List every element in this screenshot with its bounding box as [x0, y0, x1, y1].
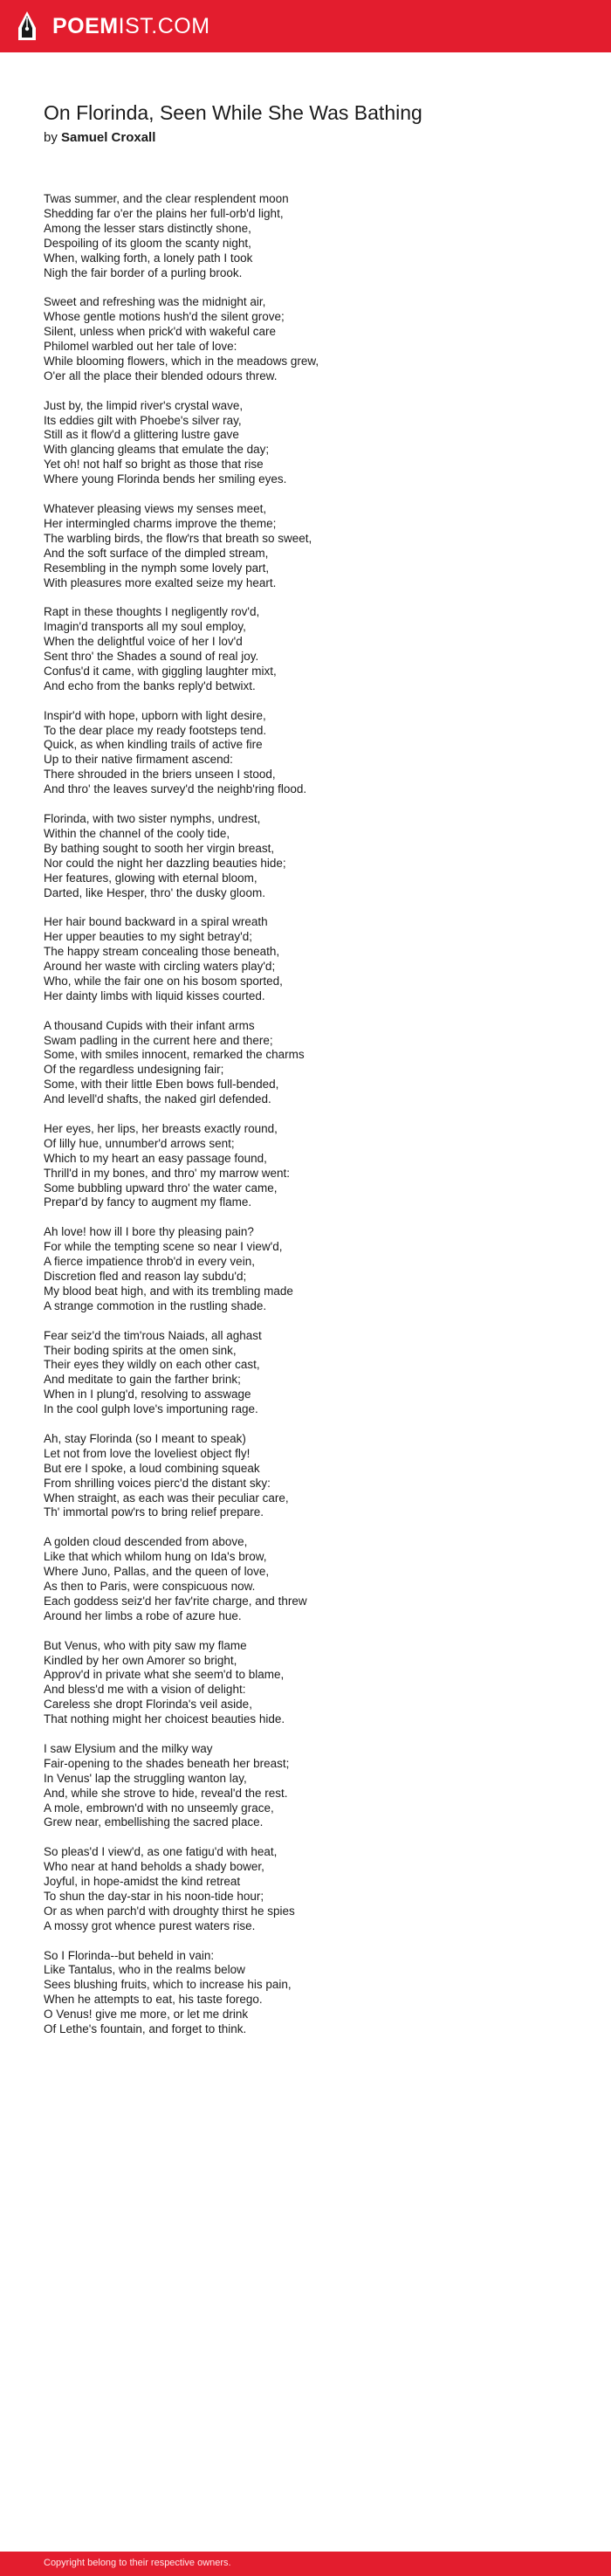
poem-line: A mole, embrown'd with no unseemly grace,	[44, 1801, 274, 1815]
poem-line: Who, while the fair one on his bosom sported,	[44, 974, 283, 988]
poem-line: Fear seiz'd the tim'rous Naiads, all aghast	[44, 1328, 262, 1342]
poem-line: Whose gentle motions hush'd the silent grove;	[44, 310, 285, 324]
poem-line: Just by, the limpid river's crystal wave,	[44, 398, 244, 412]
poem-line: To the dear place my ready footsteps tend.	[44, 723, 267, 737]
poem-line: Her dainty limbs with liquid kisses courted.	[44, 988, 265, 1002]
poem-line: Quick, as when kindling trails of active fire	[44, 738, 263, 752]
poem-line: For while the tempting scene so near I view'd,	[44, 1240, 283, 1254]
poem-line: While blooming flowers, which in the meadows grew,	[44, 354, 319, 368]
poem-line: Some, with smiles innocent, remarked the charms	[44, 1048, 305, 1062]
poem-line: Each goddess seiz'd her fav'rite charge, and threw	[44, 1594, 307, 1608]
poem-line: In Venus' lap the struggling wanton lay,	[44, 1771, 247, 1785]
poem-line: My blood beat high, and with its trembling made	[44, 1284, 293, 1298]
site-footer	[0, 2552, 611, 2576]
logo-text-bold: POEM	[52, 14, 119, 38]
poem-line: To shun the day-star in his noon-tide hour;	[44, 1889, 264, 1903]
poem-line: A golden cloud descended from above,	[44, 1535, 248, 1549]
poem-line: Approv'd in private what she seem'd to blame,	[44, 1668, 285, 1682]
poem-line: Silent, unless when prick'd with wakeful care	[44, 325, 276, 339]
poem-line: Where young Florinda bends her smiling eyes.	[44, 472, 287, 486]
poem-line: Inspir'd with hope, upborn with light desire,	[44, 708, 266, 722]
poem-line: Resembling in the nymph some lovely part,	[44, 561, 270, 575]
stanza	[44, 502, 576, 590]
poem-line: Her hair bound backward in a spiral wreath	[44, 915, 268, 929]
poem-line: And, while she strove to hide, reveal'd the rest.	[44, 1786, 288, 1800]
poem-line: The happy stream concealing those beneath,	[44, 945, 280, 959]
byline-prefix: by	[44, 130, 58, 145]
poem-line: Darted, like Hesper, thro' the dusky gloom.	[44, 885, 265, 899]
poem-line: Philomel warbled out her tale of love:	[44, 340, 237, 354]
poem-line: Of Lethe's fountain, and forget to think.	[44, 2022, 247, 2036]
poem-line: Ah, stay Florinda (so I meant to speak)	[44, 1431, 246, 1445]
poem-line: A thousand Cupids with their infant arms	[44, 1018, 255, 1032]
stanza	[44, 295, 576, 383]
stanza	[44, 812, 576, 900]
poem-line: Thrill'd in my bones, and thro' my marrow went:	[44, 1166, 291, 1180]
poem-line: Fair-opening to the shades beneath her breast;	[44, 1756, 290, 1770]
poem-line: Nigh the fair border of a purling brook.	[44, 265, 243, 279]
poem-line: By bathing sought to sooth her virgin breast,	[44, 841, 275, 855]
stanza	[44, 1535, 576, 1623]
poem-line: With glancing gleams that emulate the day;	[44, 443, 270, 457]
stanza	[44, 1949, 576, 2037]
poem-line: So I Florinda--but beheld in vain:	[44, 1948, 215, 1962]
poem-line: Which to my heart an easy passage found,	[44, 1151, 267, 1165]
poem-line: But ere I spoke, a loud combining squeak	[44, 1461, 260, 1475]
poem-line: Sent thro' the Shades a sound of real joy.	[44, 650, 259, 664]
poem-line: And bless'd me with a vision of delight:	[44, 1683, 246, 1697]
poem-line: In the cool gulph love's importuning rage.	[44, 1402, 258, 1416]
site-logo[interactable]	[52, 13, 210, 39]
poem-line: Discretion fled and reason lay subdu'd;	[44, 1270, 247, 1283]
poem-line: That nothing might her choicest beauties hide.	[44, 1712, 285, 1726]
stanza	[44, 1432, 576, 1520]
poem-line: Some, with their little Eben bows full-bended,	[44, 1078, 279, 1092]
poem-line: Like Tantalus, who in the realms below	[44, 1963, 245, 1977]
poem-line: When he attempts to eat, his taste forego.	[44, 1993, 263, 2007]
poem-line: Whatever pleasing views my senses meet,	[44, 501, 267, 515]
poem-line: Her upper beauties to my sight betray'd;	[44, 930, 252, 944]
poem-line: Th' immortal pow'rs to bring relief prepare.	[44, 1505, 264, 1519]
poem-line: Grew near, embellishing the sacred place.	[44, 1815, 264, 1829]
poem-line: Its eddies gilt with Phoebe's silver ray,	[44, 413, 242, 427]
poem-line: Her eyes, her lips, her breasts exactly round,	[44, 1121, 278, 1135]
poem-line: I saw Elysium and the milky way	[44, 1741, 213, 1755]
stanza	[44, 709, 576, 797]
stanza	[44, 1639, 576, 1727]
pen-nib-icon[interactable]	[16, 10, 38, 42]
stanza	[44, 1329, 576, 1417]
poem-line: Her intermingled charms improve the theme;	[44, 516, 277, 530]
poem-line: When, walking forth, a lonely path I took	[44, 251, 253, 265]
stanza	[44, 605, 576, 693]
poem-line: Imagin'd transports all my soul employ,	[44, 620, 246, 634]
poem-line: There shrouded in the briers unseen I stood,	[44, 768, 276, 782]
poem-line: Within the channel of the cooly tide,	[44, 826, 230, 840]
poem-line: O'er all the place their blended odours threw.	[44, 368, 278, 382]
poem-title: On Florinda, Seen While She Was Bathing	[44, 101, 422, 124]
poem-line: When the delightful voice of her I lov'd	[44, 635, 243, 649]
poem-line: Twas summer, and the clear resplendent moon	[44, 192, 289, 205]
poem-line: So pleas'd I view'd, as one fatigu'd with heat,	[44, 1845, 278, 1859]
poem-line: Or as when parch'd with droughty thirst he spies	[44, 1904, 295, 1918]
poem-line: And levell'd shafts, the naked girl defended.	[44, 1092, 271, 1106]
poem-line: Of lilly hue, unnumber'd arrows sent;	[44, 1136, 235, 1150]
poem-line: With pleasures more exalted seize my heart.	[44, 575, 277, 589]
poem-line: Joyful, in hope-amidst the kind retreat	[44, 1875, 241, 1889]
poem-line: Careless she dropt Florinda's veil aside,	[44, 1698, 252, 1712]
stanza	[44, 1122, 576, 1210]
poem-line: Still as it flow'd a glittering lustre gave	[44, 428, 239, 442]
poem-line: Among the lesser stars distinctly shone,	[44, 221, 251, 235]
poem-line: Of the regardless undesigning fair;	[44, 1063, 224, 1077]
stanza	[44, 1742, 576, 1830]
stanza	[44, 1845, 576, 1933]
poem-line: When in I plung'd, resolving to asswage	[44, 1388, 251, 1402]
poem-line: Some bubbling upward thro' the water came,	[44, 1181, 278, 1195]
poem-line: Confus'd it came, with giggling laughter mixt,	[44, 664, 277, 678]
poem-line: Swam padling in the current here and there;	[44, 1033, 273, 1047]
poem-line: Yet oh! not half so bright as those that rise	[44, 458, 264, 472]
poem-line: Around her limbs a robe of azure hue.	[44, 1608, 242, 1622]
poem-line: And echo from the banks reply'd betwixt.	[44, 678, 256, 692]
poem-line: Florinda, with two sister nymphs, undrest,	[44, 811, 261, 825]
byline	[44, 130, 155, 145]
poem-line: Where Juno, Pallas, and the queen of love,	[44, 1565, 270, 1579]
poem-line: Their boding spirits at the omen sink,	[44, 1343, 237, 1357]
poem-line: And the soft surface of the dimpled stream,	[44, 546, 269, 560]
poem-line: When straight, as each was their peculiar care,	[44, 1491, 289, 1505]
poem-line: Prepar'd by fancy to augment my flame.	[44, 1195, 252, 1209]
stanza	[44, 1225, 576, 1313]
stanza	[44, 915, 576, 1003]
poem-line: Sees blushing fruits, which to increase his pain,	[44, 1978, 292, 1992]
poem-line: Ah love! how ill I bore thy pleasing pain?	[44, 1225, 254, 1239]
poem-line: Shedding far o'er the plains her full-orb'd light,	[44, 206, 284, 220]
poem-line: O Venus! give me more, or let me drink	[44, 2008, 249, 2022]
poem-line: The warbling birds, the flow'rs that breath so sweet,	[44, 531, 312, 545]
poem-line: Around her waste with circling waters play'd;	[44, 960, 276, 974]
stanza	[44, 399, 576, 487]
copyright-text: Copyright belong to their respective owners.	[44, 2558, 231, 2568]
stanza	[44, 1019, 576, 1107]
poem-line: Despoiling of its gloom the scanty night,	[44, 236, 251, 250]
poem-line: Her features, glowing with eternal bloom,	[44, 871, 257, 885]
poem-line: Up to their native firmament ascend:	[44, 753, 233, 767]
poem-line: As then to Paris, were conspicuous now.	[44, 1579, 256, 1593]
poem-line: Nor could the night her dazzling beauties hide;	[44, 856, 286, 870]
poem-line: Kindled by her own Amorer so bright,	[44, 1653, 237, 1667]
poem-line: From shrilling voices pierc'd the distant sky:	[44, 1476, 271, 1490]
author-link[interactable]: Samuel Croxall	[61, 130, 156, 145]
poem-line: A mossy grot whence purest waters rise.	[44, 1918, 256, 1932]
stanza	[44, 192, 576, 280]
poem-line: Sweet and refreshing was the midnight air,	[44, 295, 266, 309]
poem-line: Rapt in these thoughts I negligently rov'd,	[44, 605, 260, 619]
poem-line: A fierce impatience throb'd in every vein,	[44, 1255, 255, 1269]
poem-body	[44, 192, 576, 2052]
poem-line: Who near at hand beholds a shady bower,	[44, 1860, 264, 1874]
poem-line: And thro' the leaves survey'd the neighb'ring flood.	[44, 782, 307, 796]
poem-line: But Venus, who with pity saw my flame	[44, 1638, 247, 1652]
logo-text-light: IST.COM	[118, 14, 210, 38]
poem-line: A strange commotion in the rustling shade.	[44, 1298, 267, 1312]
poem-line: And meditate to gain the farther brink;	[44, 1373, 241, 1387]
site-header	[0, 0, 611, 52]
poem-line: Like that which whilom hung on Ida's brow,	[44, 1550, 267, 1564]
poem-line: Let not from love the loveliest object fly!	[44, 1446, 251, 1460]
poem-line: Their eyes they wildly on each other cast,	[44, 1358, 260, 1372]
